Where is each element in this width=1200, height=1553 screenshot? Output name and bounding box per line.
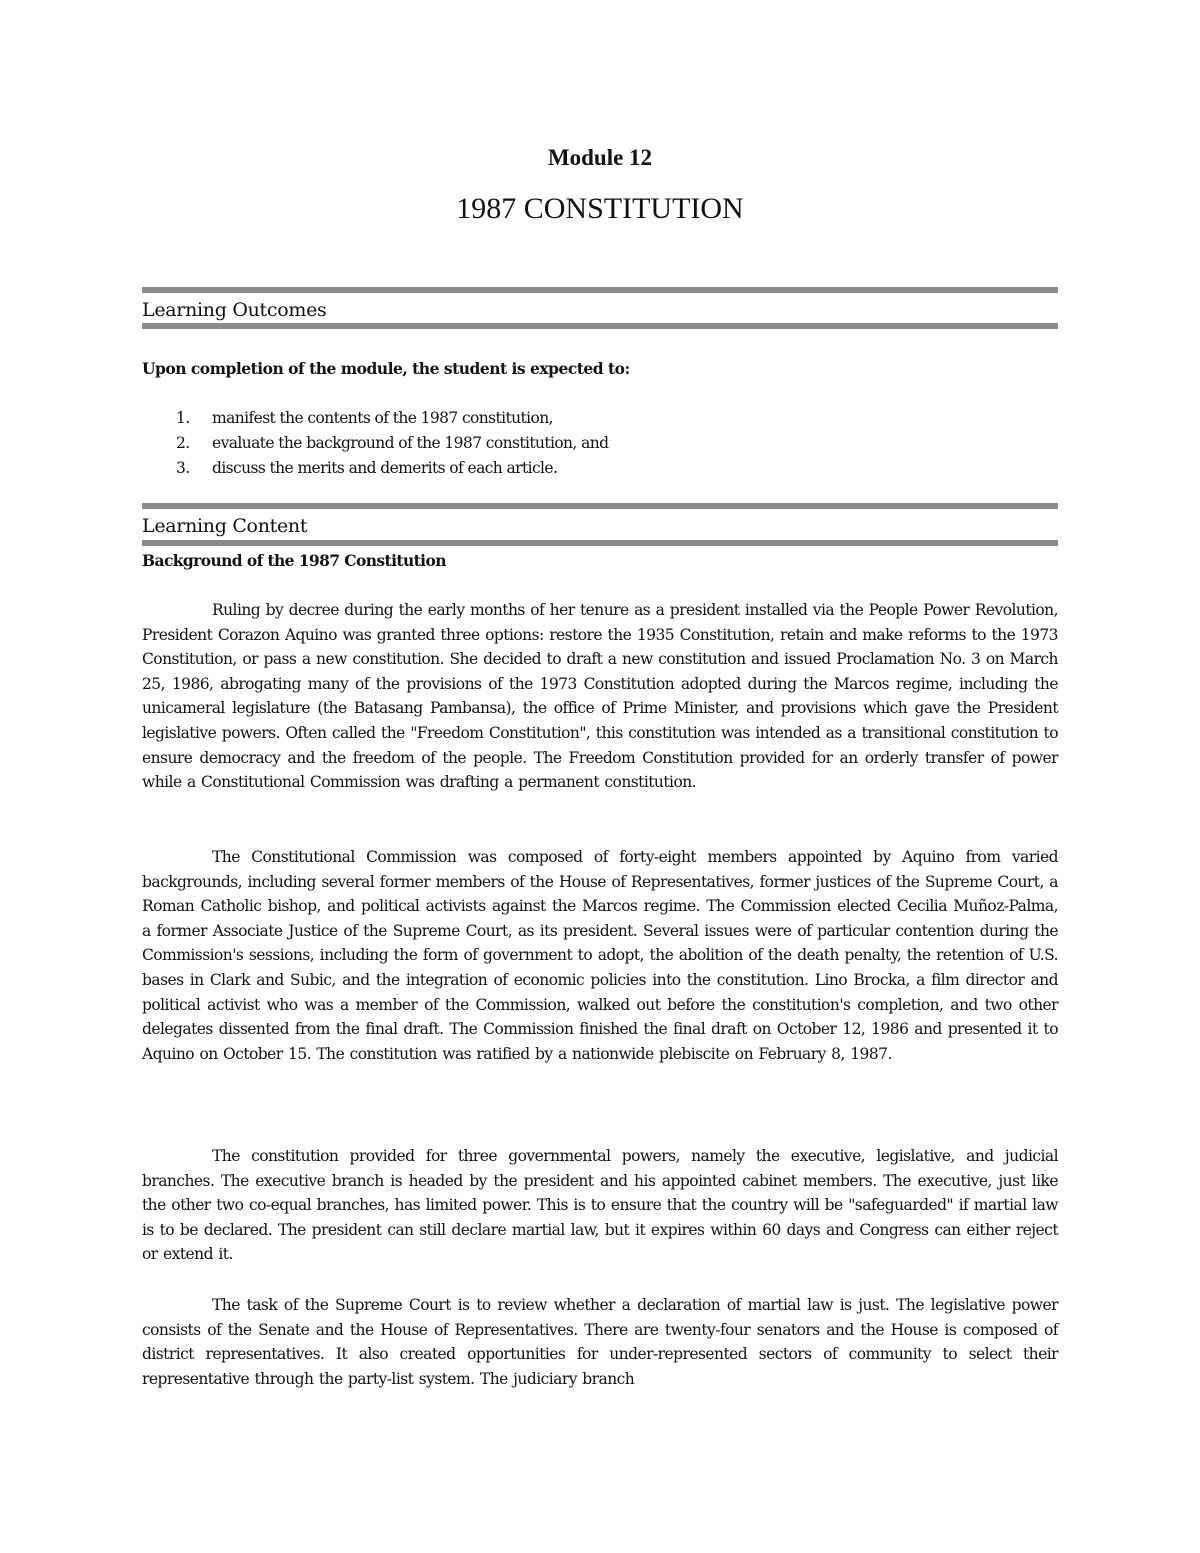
document-title: 1987 CONSTITUTION bbox=[456, 192, 744, 225]
body-paragraph: The constitution provided for three governmental powers, namely the executive, legislative, and judicial branches. The executive branch is headed by the president and his appointed cabinet members. The executive, just like the other two co-equal branches, has limited power. This is to ensure that the country will be "safeguarded" if martial law is to be declared. The president can still declare martial law, but it expires within 60 days and Congress can either reject or extend it. bbox=[142, 1147, 1058, 1264]
body-paragraph: The Constitutional Commission was composed of forty-eight members appointed by Aquino from varied backgrounds, including several former members of the House of Representatives, former justices of the Supreme Court, a Roman Catholic bishop, and political activists against the Marcos regime. The Commission elected Cecilia Muñoz-Palma, a former Associate Justice of the Supreme Court, as its president. Several issues were of particular contention during the Commission's sessions, including the form of government to adopt, the abolition of the death penalty, the retention of U.S. bases in Clark and Subic, and the integration of economic policies into the constitution. Lino Brocka, a film director and political activist who was a member of the Commission, walked out before the constitution's completion, and two other delegates dissented from the final draft. The Commission finished the final draft on October 12, 1986 and presented it to Aquino on October 15. The constitution was ratified by a nationwide plebiscite on February 8, 1987. bbox=[142, 848, 1058, 1063]
outcomes-intro: Upon completion of the module, the student is expected to: bbox=[142, 359, 630, 378]
list-number: 3. bbox=[176, 459, 190, 477]
body-paragraph: The task of the Supreme Court is to review whether a declaration of martial law is just. The legislative power consists of the Senate and the House of Representatives. There are twenty-four senators and the House is composed of district representatives. It also created opportunities for under-represented sectors of community to select their representative through the party-list system. The judiciary branch bbox=[142, 1296, 1058, 1388]
learning-outcomes-heading: Learning Outcomes bbox=[142, 299, 327, 321]
list-item bbox=[142, 431, 1058, 456]
list-item bbox=[142, 406, 1058, 431]
learning-content-heading: Learning Content bbox=[142, 515, 308, 537]
list-number: 1. bbox=[176, 409, 190, 427]
module-label: Module 12 bbox=[547, 145, 653, 170]
list-number: 2. bbox=[176, 434, 190, 452]
content-subheading: Background of the 1987 Constitution bbox=[142, 551, 446, 570]
section-rule-bottom bbox=[142, 540, 1058, 546]
list-text: evaluate the background of the 1987 constitution, and bbox=[212, 434, 609, 452]
section-rule-top bbox=[142, 503, 1058, 509]
outcomes-list bbox=[142, 406, 1058, 481]
section-rule-bottom bbox=[142, 323, 1058, 329]
section-rule-top bbox=[142, 287, 1058, 293]
list-item bbox=[142, 456, 1058, 481]
body-paragraph: Ruling by decree during the early months of her tenure as a president installed via the People Power Revolution, President Corazon Aquino was granted three options: restore the 1935 Constitution, retain and make reforms to the 1973 Constitution, or pass a new constitution. She decided to draft a new constitution and issued Proclamation No. 3 on March 25, 1986, abrogating many of the provisions of the 1973 Constitution adopted during the Marcos regime, including the unicameral legislature (the Batasang Pambansa), the office of Prime Minister, and provisions which gave the President legislative powers. Often called the "Freedom Constitution", this constitution was intended as a transitional constitution to ensure democracy and the freedom of the people. The Freedom Constitution provided for an orderly transfer of power while a Constitutional Commission was drafting a permanent constitution. bbox=[142, 601, 1058, 792]
list-text: discuss the merits and demerits of each article. bbox=[212, 459, 558, 477]
list-text: manifest the contents of the 1987 constitution, bbox=[212, 409, 553, 427]
